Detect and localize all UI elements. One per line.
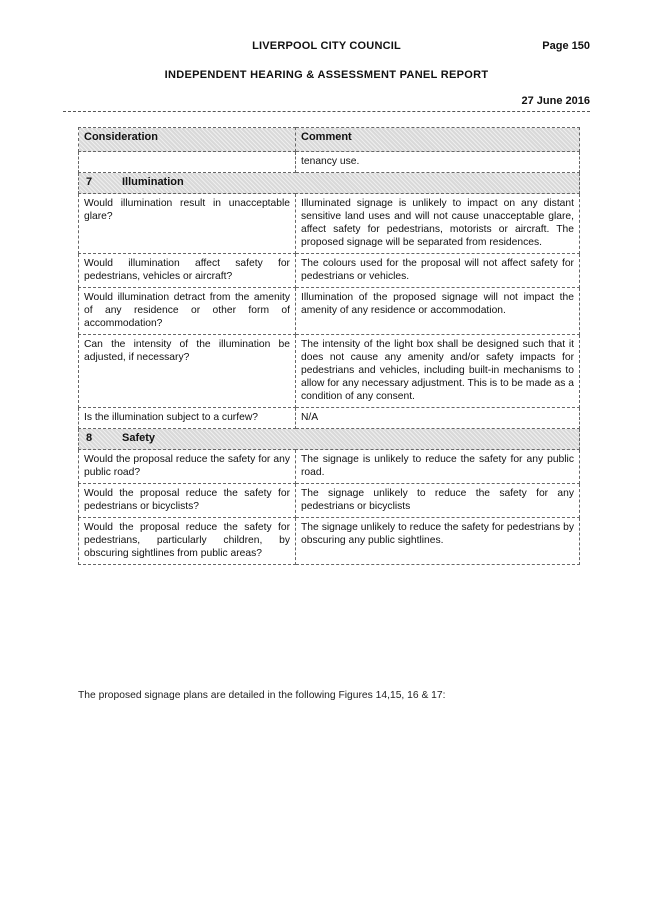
comment-cell: Illumination of the proposed signage will not impact the amenity of any residence or accommodation. (296, 288, 580, 335)
table-row (79, 408, 580, 429)
consideration-cell: Would the proposal reduce the safety for any public road? (79, 450, 296, 484)
table-row (79, 450, 580, 484)
table-row (79, 484, 580, 518)
section-number: 8 (86, 432, 93, 444)
report-date: 27 June 2016 (521, 95, 590, 107)
consideration-cell: Would illumination result in unacceptable glare? (79, 194, 296, 254)
section-title: Illumination (122, 176, 184, 188)
section-number: 7 (86, 176, 93, 188)
table-row (79, 518, 580, 565)
section-heading-row (79, 173, 580, 194)
table-header-row (79, 128, 580, 152)
header-divider (63, 111, 590, 112)
continuation-row (79, 152, 580, 173)
comment-cell: The intensity of the light box shall be designed such that it does not cause any amenity and/or safety impacts for pedestrians and vehicles, including built-in mechanisms to allow for any necessary adjustment. This is to be made as a condition of any consent. (296, 335, 580, 408)
table-row (79, 288, 580, 335)
consideration-cell: Would illumination detract from the amenity of any residence or other form of accommodation? (79, 288, 296, 335)
comment-cell: The colours used for the proposal will not affect safety for pedestrians or vehicles. (296, 254, 580, 288)
comment-cell: The signage is unlikely to reduce the safety for any public road. (296, 450, 580, 484)
report-title: INDEPENDENT HEARING & ASSESSMENT PANEL REPORT (164, 69, 489, 81)
comment-cell: The signage unlikely to reduce the safety for pedestrians by obscuring any public sightlines. (296, 518, 580, 565)
consideration-cell: Is the illumination subject to a curfew? (79, 408, 296, 429)
section-title: Safety (122, 432, 156, 444)
consideration-cell: Would illumination affect safety for pedestrians, vehicles or aircraft? (79, 254, 296, 288)
section-heading-illumination (79, 173, 580, 194)
column-header-consideration: Consideration (79, 128, 296, 152)
continuation-consideration-cell (79, 152, 296, 173)
table-row (79, 254, 580, 288)
comment-cell: N/A (296, 408, 580, 429)
consideration-cell: Would the proposal reduce the safety for pedestrians or bicyclists? (79, 484, 296, 518)
table-row (79, 335, 580, 408)
consideration-cell: Would the proposal reduce the safety for pedestrians, particularly children, by obscuring sightlines from public areas? (79, 518, 296, 565)
column-header-comment: Comment (296, 128, 580, 152)
section-heading-safety (79, 429, 580, 450)
comment-cell: Illuminated signage is unlikely to impact on any distant sensitive land uses and will not cause unacceptable glare, affect safety for pedestrians, motorists or aircraft. The proposed signage will be separated from residences. (296, 194, 580, 254)
comment-cell: The signage unlikely to reduce the safety for any pedestrians or bicyclists (296, 484, 580, 518)
organization-name: LIVERPOOL CITY COUNCIL (252, 40, 401, 52)
continuation-comment-cell: tenancy use. (296, 152, 580, 173)
section-heading-row (79, 429, 580, 450)
table-row (79, 194, 580, 254)
consideration-table (78, 127, 580, 565)
page-number: Page 150 (542, 40, 590, 52)
consideration-cell: Can the intensity of the illumination be adjusted, if necessary? (79, 335, 296, 408)
figures-note: The proposed signage plans are detailed in the following Figures 14,15, 16 & 17: (78, 690, 446, 701)
